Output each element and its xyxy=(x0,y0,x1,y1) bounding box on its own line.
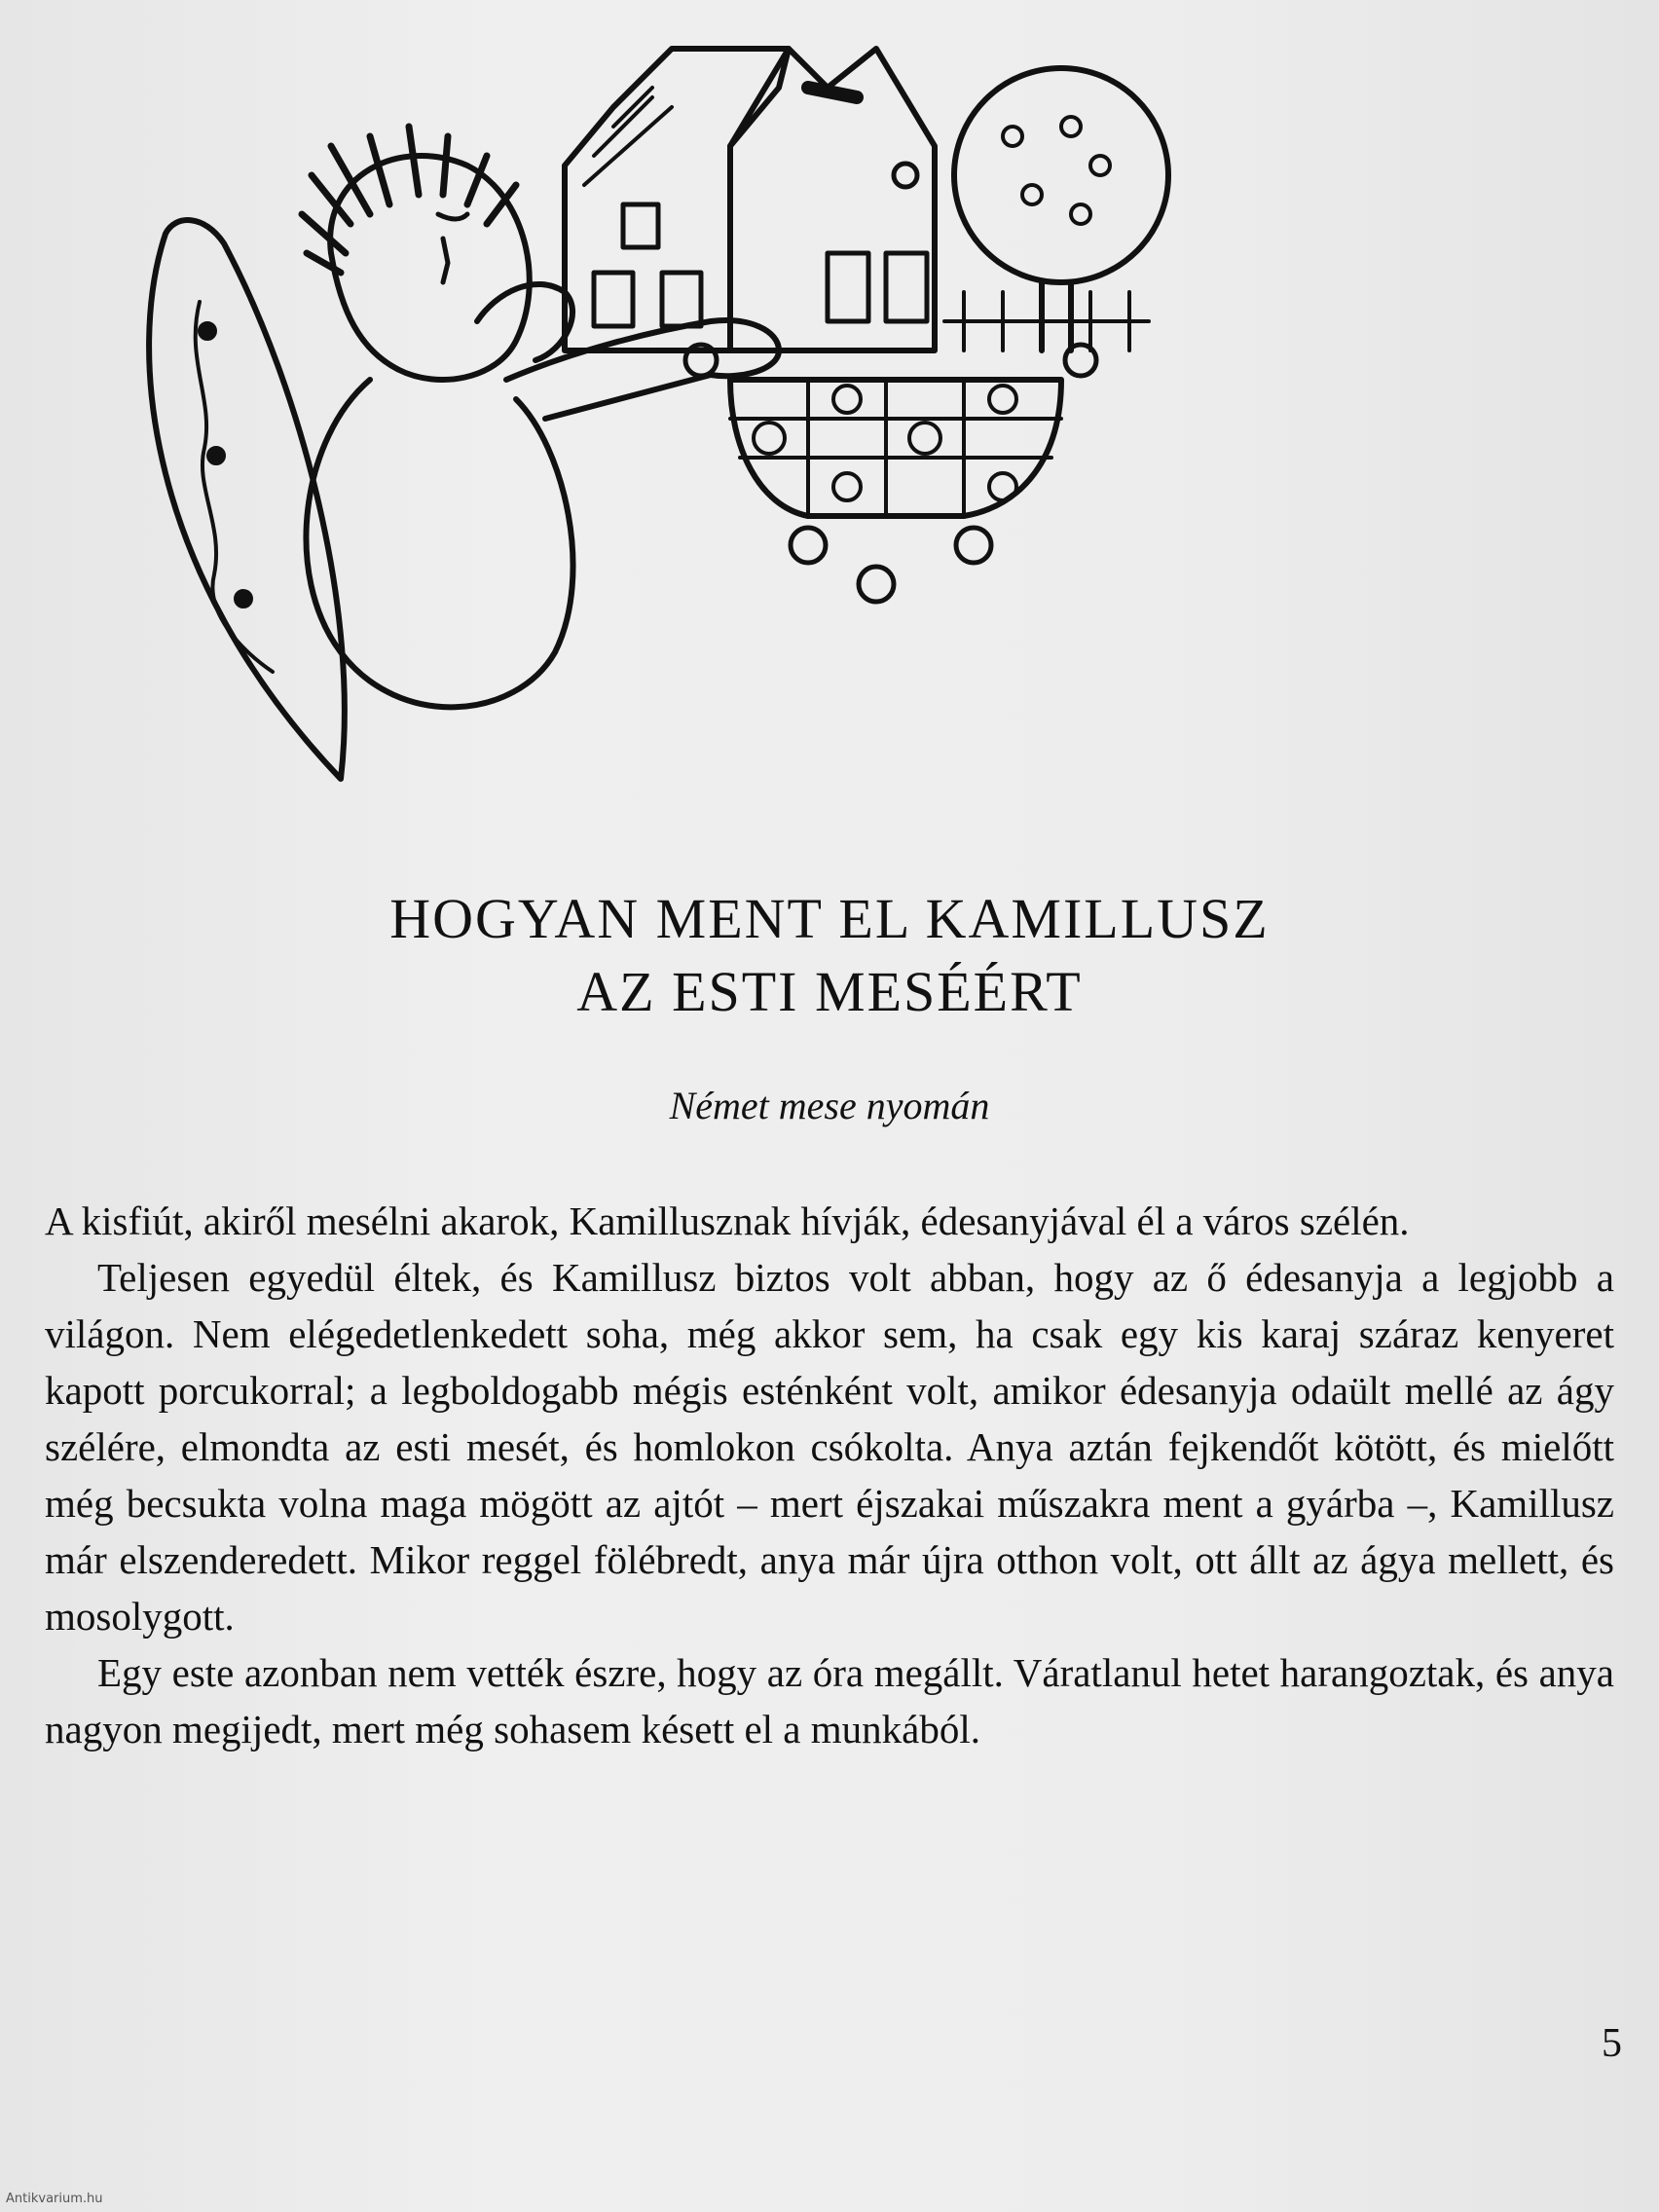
paragraph: Egy este azonban nem vették észre, hogy az óra megállt. Váratlanul hetet harangoztak, és anya nagyon megijedt, mert még sohasem késett el a munkából. xyxy=(45,1650,1614,1751)
child-body-icon xyxy=(306,380,572,707)
wing-icon xyxy=(149,220,345,779)
story-title-line-1: HOGYAN MENT EL KAMILLUSZ xyxy=(389,887,1270,950)
house-icon xyxy=(565,49,789,350)
illustration-child-pram-houses-icon xyxy=(107,29,1548,837)
story-body xyxy=(45,1193,1614,1757)
story-title-line-2: AZ ESTI MESÉÉRT xyxy=(576,960,1083,1023)
paragraph: A kisfiút, akiről mesélni akarok, Kamillusznak hívják, édesanyjával él a város szélén. xyxy=(45,1198,1410,1243)
child-head-icon xyxy=(330,156,530,380)
apple-tree-icon xyxy=(954,68,1168,282)
paragraph: Teljesen egyedül éltek, és Kamillusz biztos volt abban, hogy az ő édesanyja a legjobb a világon. Nem elégedetlenkedett soha, még akkor sem, ha csak egy kis karaj száraz kenyeret kapott porcukorral; a legboldogabb mégis esténként volt, amikor édesanyja odaült mellé az ágy szélére, elmondta az esti mesét, és homlokon csókolta. Anya aztán fejkendőt kötött, és mielőtt még becsukta volna maga mögött az ajtót – mert éjszakai műszakra ment a gyárba –, Kamillusz már elszenderedett. Mikor reggel fölébredt, anya már újra otthon volt, ott állt az ágya mellett, és mosolygott. xyxy=(45,1255,1614,1639)
watermark: Antikvarium.hu xyxy=(6,2192,103,2206)
page-number: 5 xyxy=(1602,2021,1622,2066)
story-subtitle: Német mese nyomán xyxy=(669,1084,990,1127)
